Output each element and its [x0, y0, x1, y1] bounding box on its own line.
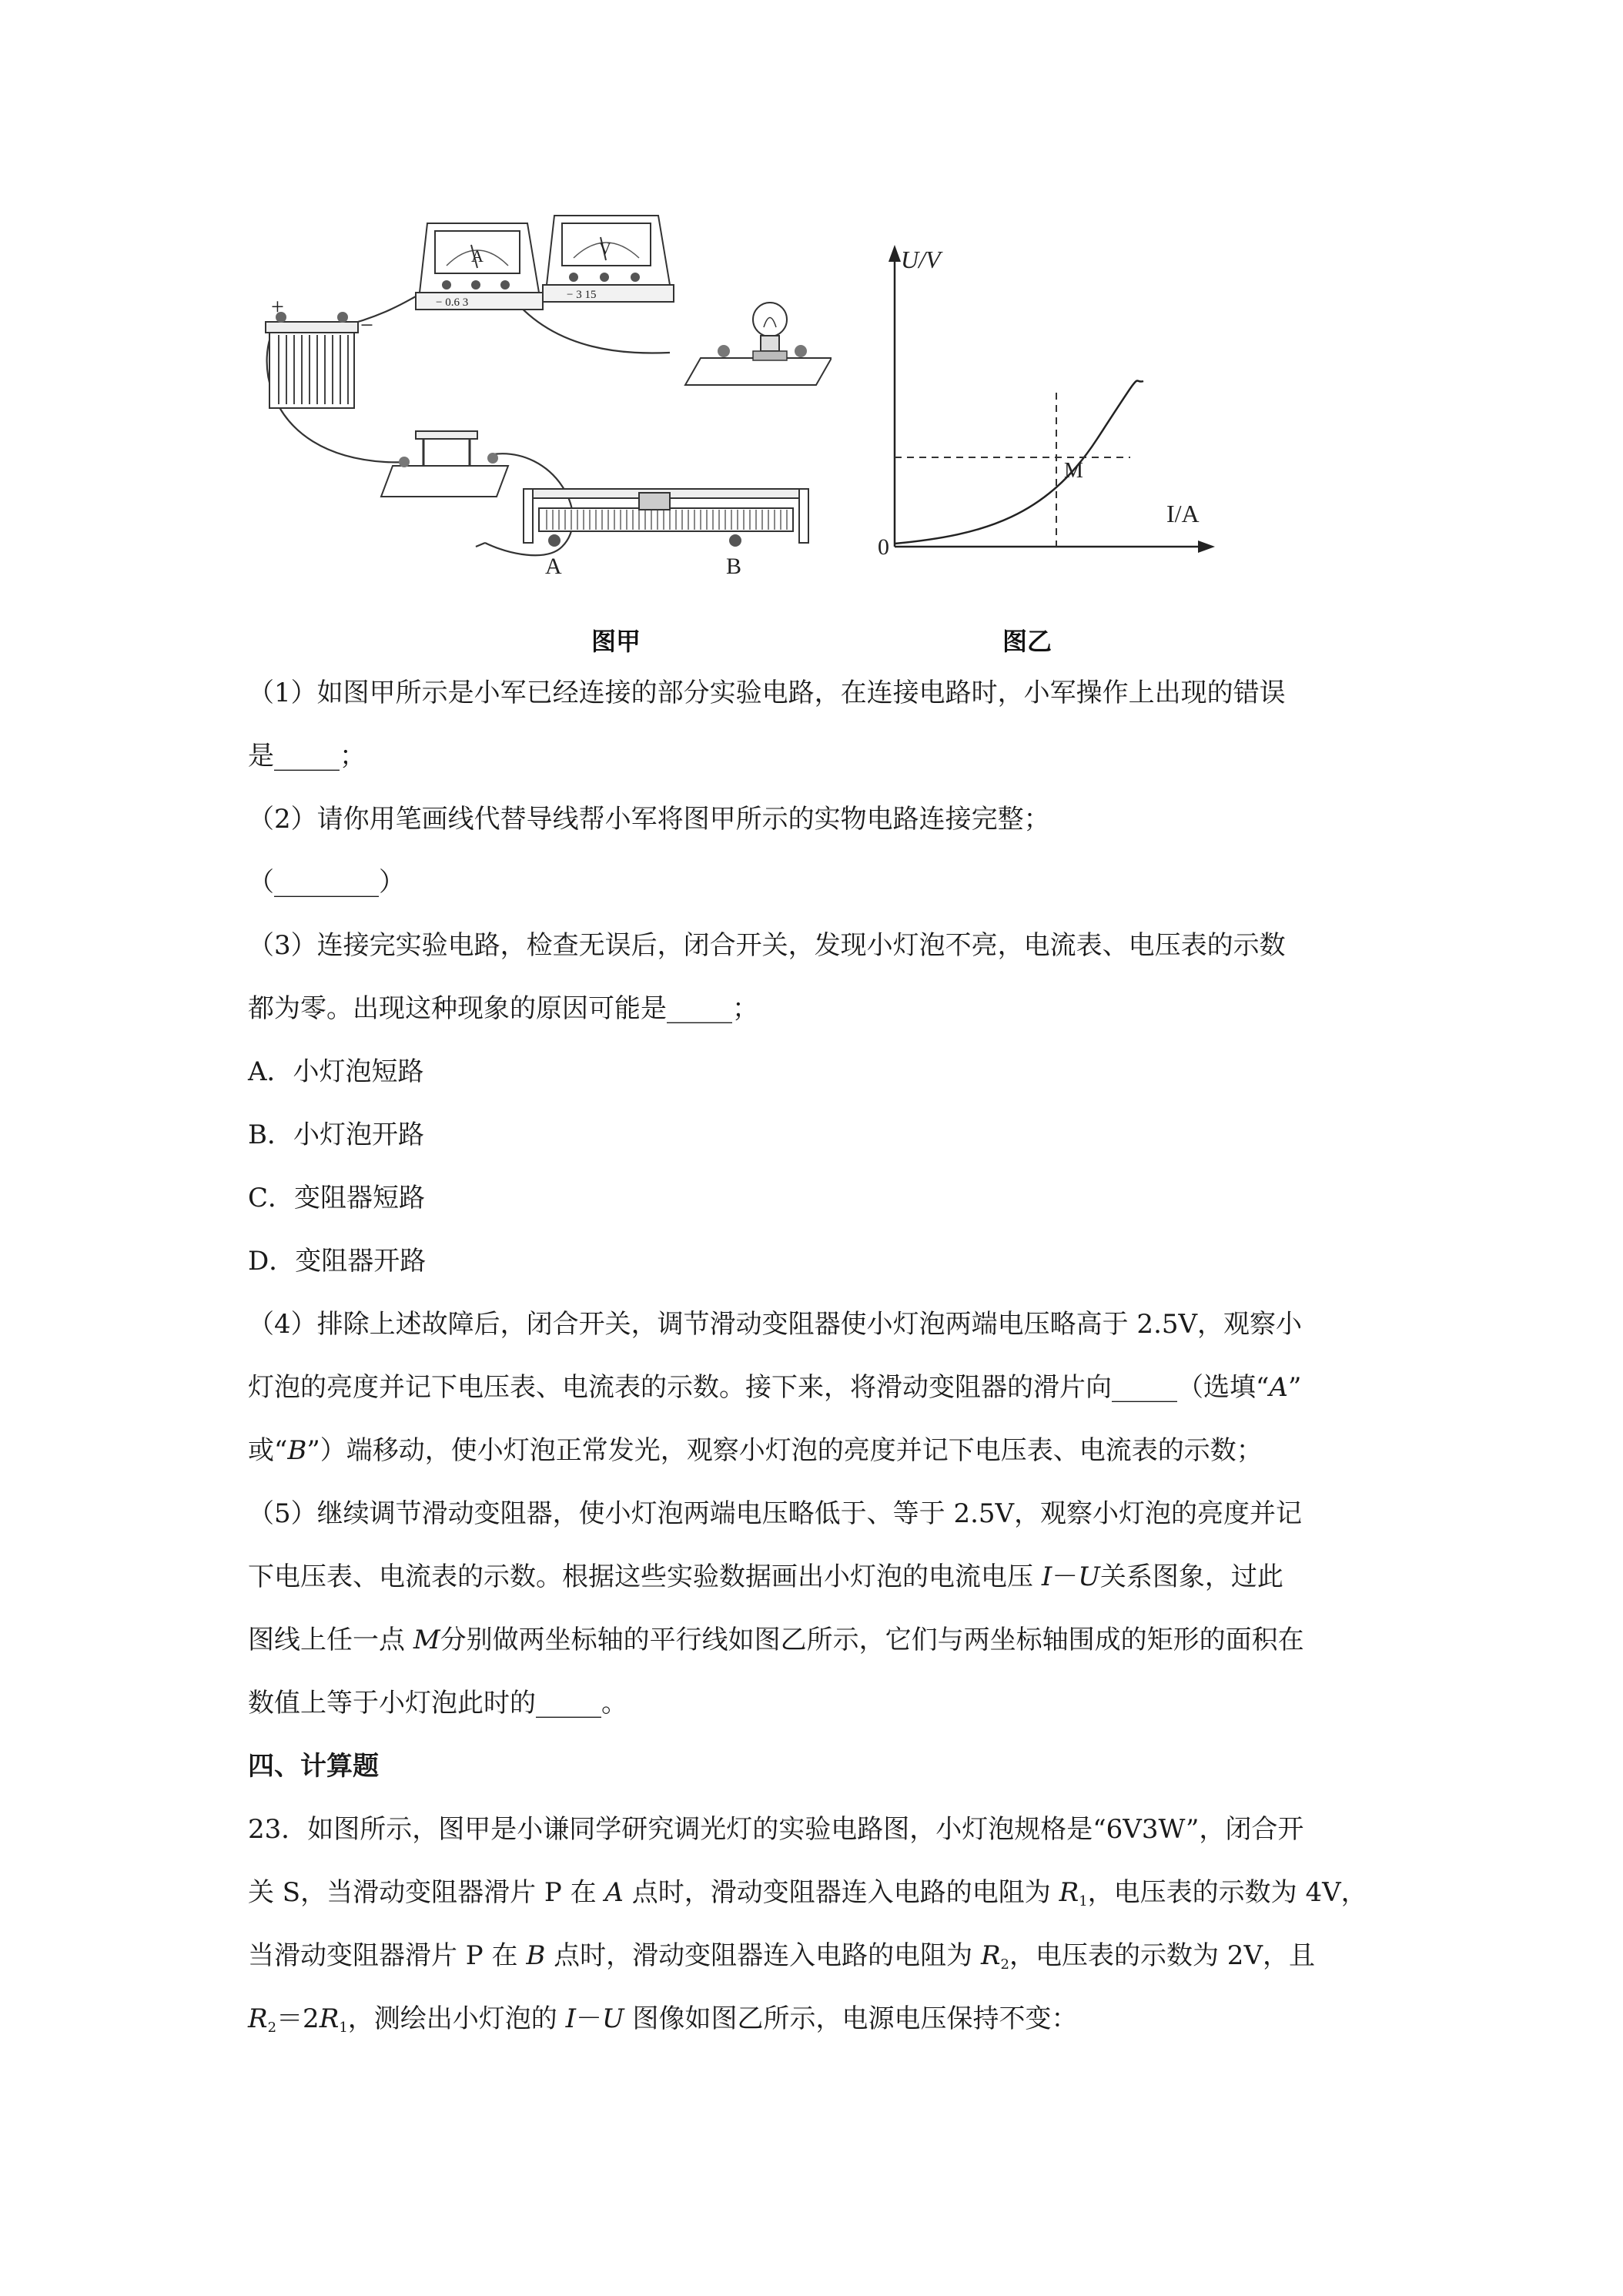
text-run: － — [1052, 1561, 1079, 1592]
text-line — [248, 2003, 1077, 2043]
ammeter — [416, 223, 543, 310]
text-line — [248, 1435, 1263, 1466]
text-run: 或“ — [248, 1435, 288, 1466]
text-line — [248, 1120, 424, 1150]
italic-variable: I — [565, 2003, 577, 2034]
text-run: ，电压表的示数为 2V，且 — [1009, 1940, 1315, 1971]
text-line — [248, 1372, 1301, 1403]
text-line — [248, 1309, 1302, 1340]
voltmeter — [543, 216, 674, 302]
text-line — [248, 993, 758, 1024]
text-run: D．变阻器开路 — [248, 1246, 427, 1277]
text-run: 关 S，当滑动变阻器滑片 P 在 — [248, 1877, 605, 1908]
text-run: 图像如图乙所示，电源电压保持不变： — [624, 2003, 1078, 2034]
italic-variable: U — [1078, 1561, 1100, 1592]
ammeter-symbol: A — [471, 246, 484, 266]
text-run: 是_____； — [248, 741, 366, 771]
text-line — [248, 1688, 627, 1719]
text-run: 23．如图所示，图甲是小谦同学研究调光灯的实验电路图，小灯泡规格是“6V3W”，闭合开 — [248, 1814, 1304, 1845]
text-run: 数值上等于小灯泡此时的_____。 — [248, 1688, 627, 1719]
subscript: 2 — [1000, 1956, 1009, 1973]
figure-yi-caption: 图乙 — [1002, 627, 1052, 656]
text-line — [248, 1246, 426, 1277]
text-run: （________） — [248, 867, 405, 898]
x-axis-arrow — [1198, 541, 1215, 553]
rheostat-terminal-a: A — [545, 554, 562, 579]
battery-plus-label: + — [271, 294, 284, 320]
italic-variable: R — [319, 2003, 340, 2034]
point-m-label: M — [1064, 459, 1083, 483]
voltmeter-terminal-labels: − 3 15 — [567, 289, 597, 301]
text-run: ，测绘出小灯泡的 — [347, 2003, 566, 2034]
text-run: C．变阻器短路 — [248, 1183, 426, 1213]
text-line — [248, 1940, 1315, 1980]
voltmeter-symbol: V — [599, 239, 611, 258]
italic-variable: U — [602, 2003, 624, 2034]
light-bulb — [685, 303, 832, 385]
x-axis-label: I/A — [1166, 500, 1200, 527]
iu-curve — [895, 380, 1143, 544]
text-line — [248, 1183, 425, 1213]
text-run: 关系图象，过此 — [1099, 1561, 1283, 1592]
italic-variable: A — [1269, 1372, 1288, 1403]
text-run: （5）继续调节滑动变阻器，使小灯泡两端电压略低于、等于 2.5V，观察小灯泡的亮度并记 — [248, 1498, 1303, 1529]
text-line — [248, 1561, 1283, 1592]
rheostat-terminal-b: B — [726, 554, 742, 579]
text-line — [248, 930, 1286, 961]
text-line — [248, 1814, 1303, 1845]
rheostat — [524, 489, 808, 547]
text-run: B．小灯泡开路 — [248, 1120, 424, 1150]
ammeter-terminal-labels: − 0.6 3 — [436, 296, 469, 309]
section-heading: 四、计算题 — [248, 1751, 379, 1782]
text-run: ＝2 — [276, 2003, 320, 2034]
text-run: A．小灯泡短路 — [248, 1056, 424, 1087]
subscript: 1 — [1079, 1893, 1088, 1909]
text-run: （4）排除上述故障后，闭合开关，调节滑动变阻器使小灯泡两端电压略高于 2.5V，观察小 — [248, 1309, 1303, 1340]
italic-variable: R — [1059, 1877, 1079, 1908]
text-run: 都为零。出现这种现象的原因可能是_____； — [248, 993, 758, 1024]
italic-variable: M — [413, 1625, 440, 1655]
italic-variable: A — [604, 1877, 624, 1908]
battery-minus-label: − — [360, 313, 373, 338]
text-line — [248, 1877, 1367, 1917]
text-line — [248, 1625, 1304, 1655]
italic-variable: R — [980, 1940, 1001, 1971]
text-line — [248, 678, 1286, 708]
figure-jia-circuit — [231, 200, 832, 601]
text-run: （1）如图甲所示是小军已经连接的部分实验电路，在连接电路时，小军操作上出现的错误 — [248, 678, 1286, 708]
text-run: ”）端移动，使小灯泡正常发光，观察小灯泡的亮度并记下电压表、电流表的示数； — [306, 1435, 1263, 1466]
text-run: 图线上任一点 — [248, 1625, 413, 1655]
text-run: 当滑动变阻器滑片 P 在 — [248, 1940, 527, 1971]
text-line — [248, 1498, 1302, 1529]
text-line — [248, 741, 366, 771]
text-line — [248, 1056, 424, 1087]
text-line — [248, 867, 405, 898]
text-run: 分别做两坐标轴的平行线如图乙所示，它们与两坐标轴围成的矩形的面积在 — [440, 1625, 1304, 1655]
italic-variable: R — [248, 2003, 268, 2034]
figure-jia-caption: 图甲 — [591, 627, 641, 656]
text-run: 点时，滑动变阻器连入电路的电阻为 — [545, 1940, 981, 1971]
text-line — [248, 804, 1050, 835]
figure-yi-graph — [855, 231, 1224, 570]
y-axis-label: U/V — [901, 246, 941, 273]
origin-label: 0 — [878, 534, 889, 560]
italic-variable: B — [526, 1940, 546, 1971]
text-run: － — [576, 2003, 603, 2034]
subscript: 1 — [339, 2020, 348, 2036]
text-run: 点时，滑动变阻器连入电路的电阻为 — [623, 1877, 1059, 1908]
y-axis-arrow — [888, 245, 901, 262]
battery — [266, 312, 358, 408]
subscript: 2 — [267, 2020, 277, 2036]
text-run: 下电压表、电流表的示数。根据这些实验数据画出小灯泡的电流电压 — [248, 1561, 1042, 1592]
italic-variable: B — [287, 1435, 307, 1466]
switch — [381, 431, 508, 497]
text-run: （3）连接完实验电路，检查无误后，闭合开关，发现小灯泡不亮，电流表、电压表的示数 — [248, 930, 1286, 961]
italic-variable: I — [1041, 1561, 1052, 1592]
text-run: 灯泡的亮度并记下电压表、电流表的示数。接下来，将滑动变阻器的滑片向_____（选填“ — [248, 1372, 1270, 1403]
text-run: （2）请你用笔画线代替导线帮小军将图甲所示的实物电路连接完整； — [248, 804, 1050, 835]
text-run: ，电压表的示数为 4V， — [1087, 1877, 1367, 1908]
text-run: ” — [1287, 1372, 1302, 1403]
